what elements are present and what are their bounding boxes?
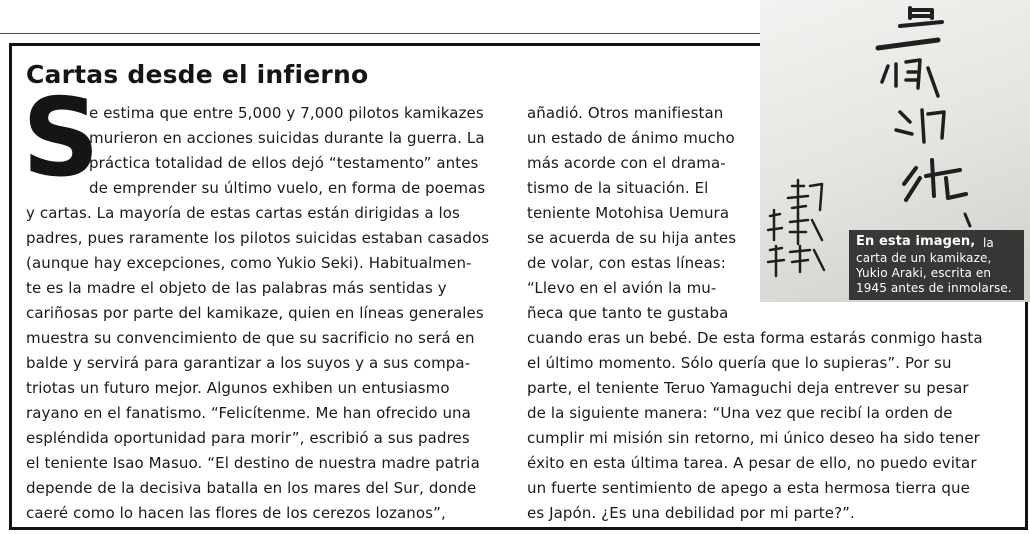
caption-line: Yukio Araki, escrita en <box>856 266 992 280</box>
text-line: murieron en acciones suicidas durante la guerra. La <box>89 129 485 147</box>
text-line: padres, pues raramente los pilotos suicidas estaban casados <box>26 229 490 247</box>
text-line: éxito en esta última tarea. A pesar de ello, no puedo evitar <box>527 454 977 472</box>
text-line: caeré como lo hacen las flores de los cerezos lozanos”, <box>26 504 446 522</box>
text-line: el teniente Isao Masuo. “El destino de nuestra madre patria <box>26 454 480 472</box>
text-line: más acorde con el drama- <box>527 154 726 172</box>
caption-lead: En esta imagen, <box>856 234 976 249</box>
top-rule <box>0 33 760 34</box>
text-line: espléndida oportunidad para morir”, escribió a sus padres <box>26 429 470 447</box>
text-line: “Llevo en el avión la mu- <box>527 279 717 297</box>
drop-cap: S <box>22 76 100 201</box>
text-line: de volar, con estas líneas: <box>527 254 726 272</box>
text-line: de la siguiente manera: “Una vez que recibí la orden de <box>527 404 953 422</box>
text-line: un fuerte sentimiento de apego a esta hermosa tierra que <box>527 479 970 497</box>
text-line: y cartas. La mayoría de estas cartas están dirigidas a los <box>26 204 460 222</box>
text-line: de emprender su último vuelo, en forma de poemas <box>89 179 486 197</box>
text-line: ñeca que tanto te gustaba <box>527 304 729 322</box>
text-line: añadió. Otros manifiestan <box>527 104 724 122</box>
text-line: tismo de la situación. El <box>527 179 709 197</box>
text-line: un estado de ánimo mucho <box>527 129 735 147</box>
caption-line: carta de un kamikaze, <box>856 251 992 265</box>
text-line: es Japón. ¿Es una debilidad por mi parte?”. <box>527 504 855 522</box>
text-line: rayano en el fanatismo. “Felicítenme. Me han ofrecido una <box>26 404 471 422</box>
text-line: triotas un futuro mejor. Algunos exhiben un entusiasmo <box>26 379 450 397</box>
text-line: el último momento. Sólo quería que lo supieras”. Por su <box>527 354 952 372</box>
text-line: muestra su convencimiento de que su sacrificio no será en <box>26 329 475 347</box>
caption-line: 1945 antes de inmolarse. <box>856 281 1012 295</box>
article-title: Cartas desde el infierno <box>26 60 369 89</box>
text-line: e estima que entre 5,000 y 7,000 pilotos kamikazes <box>89 104 484 122</box>
text-line: cariñosas por parte del kamikaze, quien en líneas generales <box>26 304 484 322</box>
photo-caption <box>849 230 1024 300</box>
caption-line: la <box>983 236 994 250</box>
text-line: práctica totalidad de ellos dejó “testamento” antes <box>89 154 479 172</box>
text-line: balde y servirá para garantizar a los suyos y a sus compa- <box>26 354 471 372</box>
text-line: cuando eras un bebé. De esta forma estarás conmigo hasta <box>527 329 983 347</box>
text-line: depende de la decisiva batalla en los mares del Sur, donde <box>26 479 477 497</box>
text-line: teniente Motohisa Uemura <box>527 204 730 222</box>
text-line: parte, el teniente Teruo Yamaguchi deja entrever su pesar <box>527 379 969 397</box>
text-line: se acuerda de su hija antes <box>527 229 737 247</box>
text-line: cumplir mi misión sin retorno, mi único deseo ha sido tener <box>527 429 980 447</box>
text-line: te es la madre el objeto de las palabras más sentidas y <box>26 279 447 297</box>
text-line: (aunque hay excepciones, como Yukio Seki). Habitualmen- <box>26 254 472 272</box>
